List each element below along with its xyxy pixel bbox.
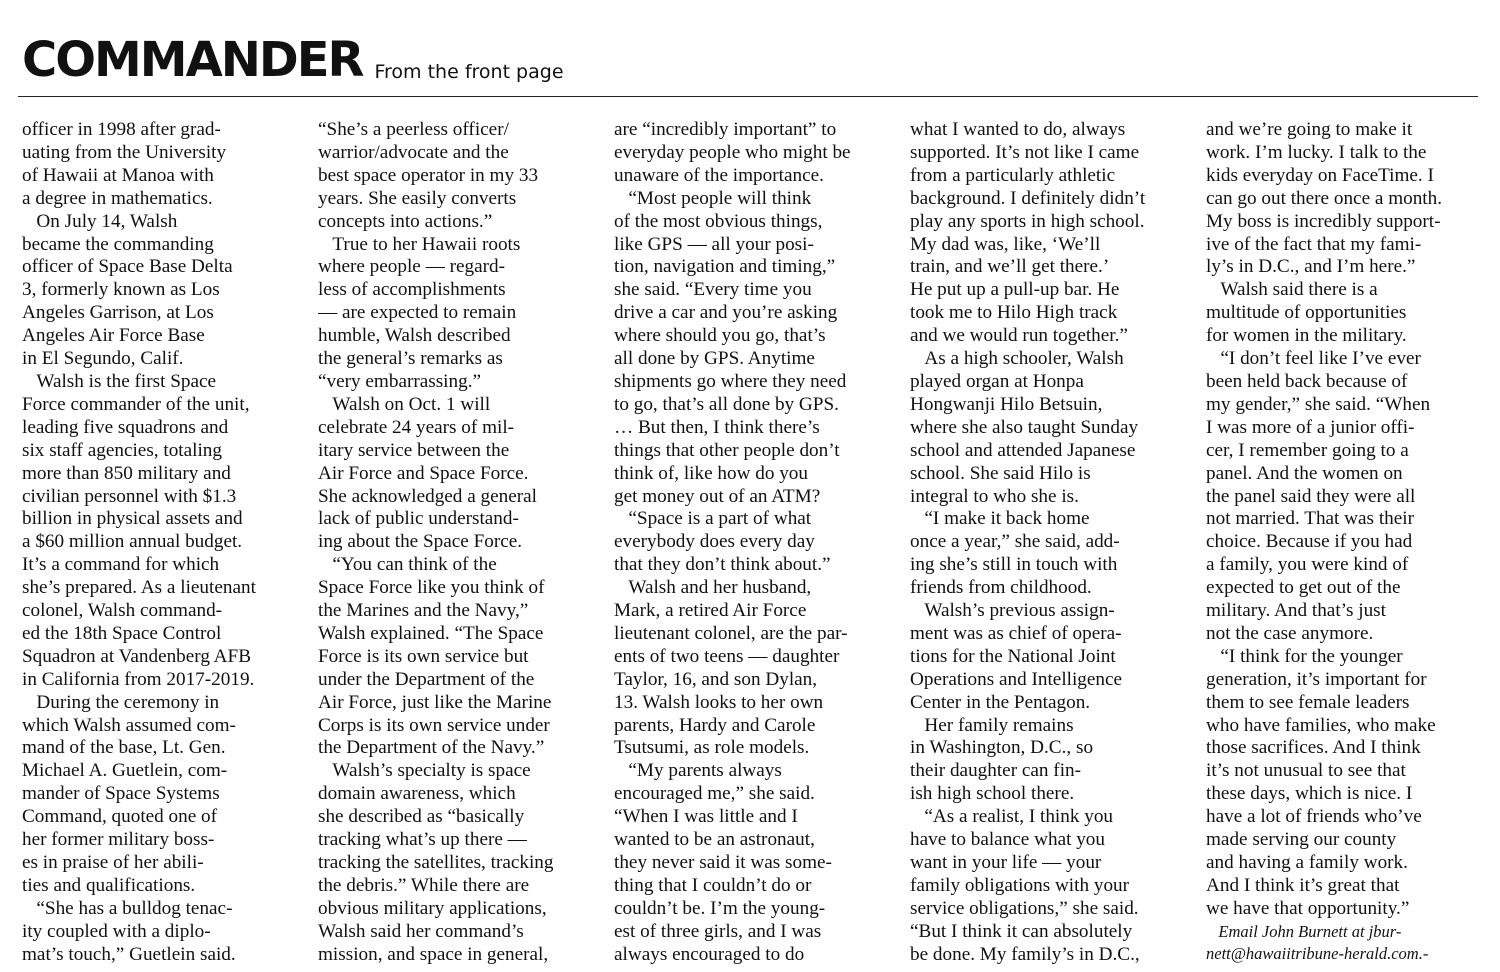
text-line: Force commander of the unit, — [22, 393, 250, 415]
text-line: these days, which is nice. I — [1206, 783, 1413, 805]
text-line: Corps is its own service under — [318, 714, 550, 736]
text-line: of Hawaii at Manoa with — [22, 164, 214, 186]
text-line: my gender,” she said. “When — [1206, 393, 1431, 415]
text-line: background. I definitely didn’t — [910, 187, 1146, 209]
text-line: and we’re going to make it — [1206, 119, 1413, 140]
text-line: always encouraged to do — [614, 943, 805, 965]
text-line: “She’s a peerless officer/ — [318, 119, 509, 140]
text-line: their daughter can fin- — [910, 760, 1082, 782]
text-line: ish high school there. — [910, 783, 1075, 805]
text-line: choice. Because if you had — [1206, 531, 1413, 553]
text-line: became the commanding — [22, 233, 214, 255]
article-column-2 — [318, 119, 592, 972]
text-line: Walsh’s specialty is space — [318, 760, 531, 782]
text-line: mat’s touch,” Guetlein said. — [22, 943, 236, 965]
text-line: in El Segundo, Calif. — [22, 348, 184, 370]
text-line: domain awareness, which — [318, 783, 516, 805]
text-line: I was more of a junior offi- — [1206, 416, 1415, 438]
text-line: 13. Walsh looks to her own — [614, 691, 824, 713]
text-line: made serving our county — [1206, 829, 1397, 851]
text-line: play any sports in high school. — [910, 210, 1145, 232]
text-line: have a lot of friends who’ve — [1206, 806, 1422, 828]
text-line: them to see female leaders — [1206, 691, 1410, 713]
text-line: tracking what’s up there — — [318, 829, 527, 851]
text-line: ly’s in D.C., and I’m here.” — [1206, 256, 1416, 278]
text-line: ity coupled with a diplo- — [22, 920, 211, 942]
text-line: Angeles Air Force Base — [22, 325, 205, 347]
text-line: Walsh is the first Space — [22, 370, 217, 392]
text-line: unaware of the importance. — [614, 164, 824, 186]
text-line: mission, and space in general, — [318, 943, 549, 965]
text-line: the Marines and the Navy,” — [318, 600, 529, 622]
text-line: took me to Hilo High track — [910, 302, 1118, 324]
text-line: concepts into actions.” — [318, 210, 493, 232]
text-line: like GPS — all your posi- — [614, 233, 814, 255]
text-line: and we would run together.” — [910, 325, 1128, 347]
text-line: “I think for the younger — [1206, 645, 1403, 667]
article-column-5 — [1206, 119, 1480, 972]
text-line: leading five squadrons and — [22, 416, 229, 438]
text-line: Air Force, just like the Marine — [318, 691, 552, 713]
text-line: — are expected to remain — [318, 302, 517, 324]
text-line: for women in the military. — [1206, 325, 1407, 347]
text-line: have to balance what you — [910, 829, 1105, 851]
header-rule — [18, 96, 1478, 97]
article-column-1 — [22, 119, 296, 972]
text-line: less of accomplishments — [318, 279, 506, 301]
text-line: work. I’m lucky. I talk to the — [1206, 141, 1427, 163]
text-line: ties and qualifications. — [22, 874, 196, 896]
text-line: drive a car and you’re asking — [614, 302, 838, 324]
text-line: played organ at Honpa — [910, 370, 1084, 392]
text-line: lieutenant colonel, are the par- — [614, 622, 848, 644]
text-line: Michael A. Guetlein, com- — [22, 760, 228, 782]
text-line: what I wanted to do, always — [910, 119, 1126, 140]
text-line: kids everyday on FaceTime. I — [1206, 164, 1434, 186]
text-line: My boss is incredibly support- — [1206, 210, 1441, 232]
headline: COMMANDER — [22, 32, 363, 88]
text-line: where people — regard- — [318, 256, 505, 278]
text-line: cer, I remember going to a — [1206, 439, 1409, 461]
text-line: a family, you were kind of — [1206, 554, 1409, 576]
text-line: True to her Hawaii roots — [318, 233, 521, 255]
text-line: “My parents always — [614, 760, 782, 782]
text-line: celebrate 24 years of mil- — [318, 416, 515, 438]
text-line: been held back because of — [1206, 370, 1408, 392]
text-line: She acknowledged a general — [318, 485, 537, 507]
text-line: My dad was, like, ‘We’ll — [910, 233, 1101, 255]
text-line: Mark, a retired Air Force — [614, 600, 807, 622]
text-line: ment was as chief of opera- — [910, 622, 1122, 644]
text-line: “You can think of the — [318, 554, 497, 576]
text-line: from a particularly athletic — [910, 164, 1116, 186]
author-credit-line: Email John Burnett at jbur- — [1206, 921, 1402, 941]
text-line: “I make it back home — [910, 508, 1090, 530]
article-column-3 — [614, 119, 888, 972]
text-line: Operations and Intelligence — [910, 668, 1123, 690]
text-line: Walsh’s previous assign- — [910, 600, 1115, 622]
text-line: in Washington, D.C., so — [910, 737, 1094, 759]
text-line: everyday people who might be — [614, 141, 851, 163]
text-line: Walsh and her husband, — [614, 577, 812, 599]
text-line: the debris.” While there are — [318, 874, 530, 896]
text-line: a $60 million annual budget. — [22, 531, 243, 553]
text-line: want in your life — your — [910, 852, 1102, 873]
text-line: the Department of the Navy.” — [318, 737, 545, 759]
text-line: get money out of an ATM? — [614, 485, 821, 507]
text-line: “She has a bulldog tenac- — [22, 897, 233, 919]
text-line: couldn’t be. I’m the young- — [614, 897, 826, 919]
text-line: she said. “Every time you — [614, 279, 812, 301]
text-line: ents of two teens — daughter — [614, 645, 840, 667]
text-line: can go out there once a month. — [1206, 187, 1443, 209]
text-line: of the most obvious things, — [614, 210, 823, 232]
text-line: all done by GPS. Anytime — [614, 348, 815, 370]
text-line: service obligations,” she said. — [910, 897, 1139, 919]
text-line: more than 850 military and — [22, 462, 231, 484]
text-line: mand of the base, Lt. Gen. — [22, 737, 226, 759]
text-line: six staff agencies, totaling — [22, 439, 222, 461]
text-line: mander of Space Systems — [22, 783, 220, 805]
text-line: ed the 18th Space Control — [22, 622, 222, 644]
article-header — [22, 34, 564, 86]
text-line: think of, like how do you — [614, 462, 808, 484]
text-line: wanted to be an astronaut, — [614, 829, 815, 851]
text-line: who have families, who make — [1206, 714, 1436, 736]
text-line: school and attended Japanese — [910, 439, 1136, 461]
text-line: not the case anymore. — [1206, 622, 1374, 644]
text-line: officer of Space Base Delta — [22, 256, 233, 278]
text-line: Walsh said there is a — [1206, 279, 1378, 301]
text-line: under the Department of the — [318, 668, 535, 690]
text-line: lack of public understand- — [318, 508, 519, 530]
text-line: And I think it’s great that — [1206, 874, 1400, 896]
text-line: train, and we’ll get there.’ — [910, 256, 1110, 278]
text-line: multitude of opportunities — [1206, 302, 1407, 324]
text-line: “As a realist, I think you — [910, 806, 1114, 828]
text-line: it’s not unusual to see that — [1206, 760, 1406, 782]
text-line: tracking the satellites, tracking — [318, 852, 554, 873]
text-line: Taylor, 16, and son Dylan, — [614, 668, 818, 690]
text-line: Angeles Garrison, at Los — [22, 302, 214, 324]
text-line: panel. And the women on — [1206, 462, 1403, 484]
text-line: parents, Hardy and Carole — [614, 714, 816, 736]
text-line: military. And that’s just — [1206, 600, 1386, 622]
text-line: Center in the Pentagon. — [910, 691, 1091, 713]
text-line: Air Force and Space Force. — [318, 462, 529, 484]
text-line: where she also taught Sunday — [910, 416, 1139, 438]
text-line: Hongwanji Hilo Betsuin, — [910, 393, 1103, 415]
text-line: “I don’t feel like I’ve ever — [1206, 348, 1421, 370]
text-line: “But I think it can absolutely — [910, 920, 1133, 942]
text-line: It’s a command for which — [22, 554, 220, 576]
text-line: “Space is a part of what — [614, 508, 812, 530]
text-line: the panel said they were all — [1206, 485, 1416, 507]
kicker: From the front page — [374, 61, 564, 83]
text-line: tions for the National Joint — [910, 645, 1116, 667]
text-line: civilian personnel with $1.3 — [22, 485, 237, 507]
text-line: that they don’t think about.” — [614, 554, 831, 576]
text-line: “Most people will think — [614, 187, 812, 209]
text-line: ing about the Space Force. — [318, 531, 523, 553]
text-line: generation, it’s important for — [1206, 668, 1427, 690]
text-line: ive of the fact that my fami- — [1206, 233, 1422, 255]
text-line: school. She said Hilo is — [910, 462, 1091, 484]
text-line: everybody does every day — [614, 531, 815, 553]
text-line: which Walsh assumed com- — [22, 714, 236, 736]
text-line: During the ceremony in — [22, 691, 220, 713]
text-line: warrior/advocate and the — [318, 141, 509, 163]
text-line: As a high schooler, Walsh — [910, 348, 1124, 370]
text-line: humble, Walsh described — [318, 325, 511, 347]
text-line: she’s prepared. As a lieutenant — [22, 577, 256, 599]
text-line: shipments go where they need — [614, 370, 847, 392]
text-line: integral to who she is. — [910, 485, 1079, 507]
text-line: her former military boss- — [22, 829, 215, 851]
text-line: those sacrifices. And I think — [1206, 737, 1421, 759]
text-line: the general’s remarks as — [318, 348, 503, 370]
text-line: Squadron at Vandenberg AFB — [22, 645, 251, 667]
text-line: a degree in mathematics. — [22, 187, 213, 209]
text-line: Force is its own service but — [318, 645, 529, 667]
text-line: once a year,” she said, add- — [910, 531, 1120, 553]
text-line: things that other people don’t — [614, 439, 840, 461]
text-line: family obligations with your — [910, 874, 1130, 896]
text-line: colonel, Walsh command- — [22, 600, 223, 622]
text-line: He put up a pull-up bar. He — [910, 279, 1120, 301]
text-line: where should you go, that’s — [614, 325, 826, 347]
text-line: Her family remains — [910, 714, 1074, 736]
text-line: encouraged me,” she said. — [614, 783, 815, 805]
text-line: Tsutsumi, as role models. — [614, 737, 810, 759]
text-line: … But then, I think there’s — [614, 416, 820, 438]
text-line: to go, that’s all done by GPS. — [614, 393, 839, 415]
text-line: friends from childhood. — [910, 577, 1092, 599]
text-line: she described as “basically — [318, 806, 525, 828]
text-line: tion, navigation and timing,” — [614, 256, 836, 278]
text-line: billion in physical assets and — [22, 508, 243, 530]
text-line: “very embarrassing.” — [318, 370, 482, 392]
article-column-4 — [910, 119, 1184, 972]
text-line: and having a family work. — [1206, 852, 1408, 873]
text-line: supported. It’s not like I came — [910, 141, 1140, 163]
text-line: uating from the University — [22, 141, 227, 163]
text-line: On July 14, Walsh — [22, 210, 178, 232]
text-line: best space operator in my 33 — [318, 164, 539, 186]
text-line: in California from 2017-2019. — [22, 668, 255, 690]
text-line: 3, formerly known as Los — [22, 279, 220, 301]
text-line: thing that I couldn’t do or — [614, 874, 812, 896]
text-line: are “incredibly important” to — [614, 119, 837, 140]
text-line: years. She easily converts — [318, 187, 517, 209]
text-line: “When I was little and I — [614, 806, 798, 828]
text-line: they never said it was some- — [614, 852, 832, 873]
text-line: est of three girls, and I was — [614, 920, 822, 942]
text-line: Space Force like you think of — [318, 577, 545, 599]
text-line: ing she’s still in touch with — [910, 554, 1118, 576]
text-line: Command, quoted one of — [22, 806, 218, 828]
text-line: Walsh said her command’s — [318, 920, 524, 942]
text-line: itary service between the — [318, 439, 510, 461]
text-line: obvious military applications, — [318, 897, 547, 919]
text-line: not married. That was their — [1206, 508, 1414, 530]
text-line: officer in 1998 after grad- — [22, 119, 221, 140]
text-line: es in praise of her abili- — [22, 852, 204, 873]
text-line: Walsh on Oct. 1 will — [318, 393, 491, 415]
text-line: we have that opportunity.” — [1206, 897, 1410, 919]
text-line: Walsh explained. “The Space — [318, 622, 544, 644]
text-line: be done. My family’s in D.C., — [910, 943, 1140, 965]
author-credit-line: nett@hawaiitribune-herald.com.- — [1206, 943, 1429, 963]
text-line: expected to get out of the — [1206, 577, 1401, 599]
